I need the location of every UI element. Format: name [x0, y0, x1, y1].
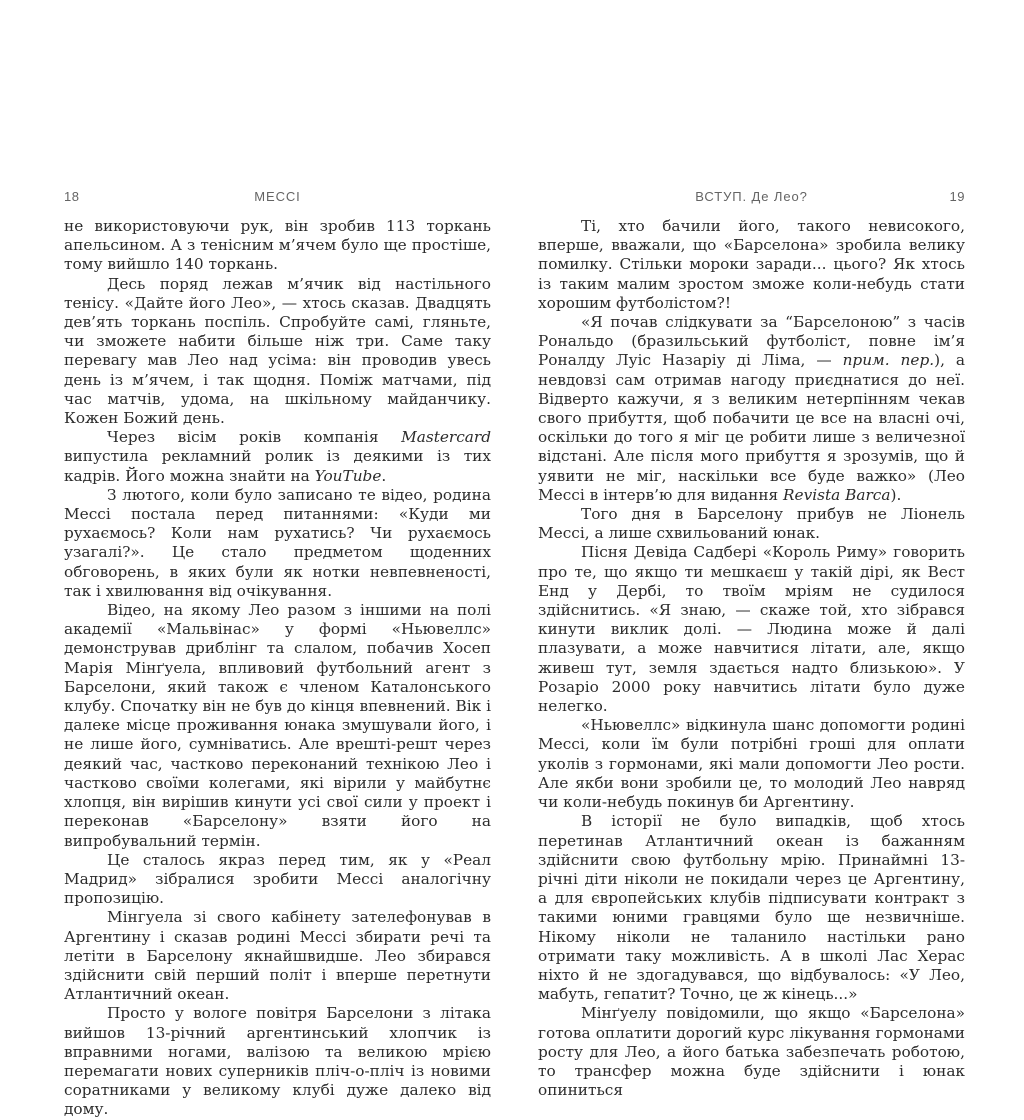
text-run: Десь поряд лежав м’ячик від настільного тенісу. «Дайте його Лео», — хтось сказав. Двадцять дев’ять торкань поспіль. Спробуйте самі, гляньте, чи зможете набити більше ніж три. Саме таку перевагу мав Лео над усіма: він проводив увесь день із м’ячем, і так щодня. Поміж матчами, під час матчів, удома, на шкільному майданчику. Кожен Божий день. [64, 274, 491, 428]
paragraph [538, 313, 965, 505]
page-left [64, 188, 491, 1120]
paragraph [64, 428, 491, 486]
running-title-right: ВСТУП. Де Лео? [695, 189, 808, 204]
text-run: прим. пер. [842, 351, 935, 370]
paragraph [538, 543, 965, 716]
paragraph [64, 908, 491, 1004]
text-run: ). [890, 485, 902, 504]
paragraph [538, 716, 965, 812]
paragraph [538, 812, 965, 1004]
page-number-right: 19 [949, 189, 965, 204]
paragraph [64, 486, 491, 601]
page-body-right [538, 217, 965, 1100]
text-run: Того дня в Барселону прибув не Ліонель Мессі, а лише схвильований юнак. [538, 505, 965, 543]
running-head-right [538, 188, 965, 205]
paragraph [64, 1004, 491, 1119]
paragraph [538, 1004, 965, 1100]
text-run: «Я почав слідкувати за “Барселоною” з часів Рональдо (бразильський футболіст, повне ім’я Роналду Луіс Назаріу ді Ліма, — [538, 313, 965, 370]
text-run: . [381, 466, 387, 485]
text-run: Revista Barca [783, 485, 891, 504]
running-title-left: МЕССІ [254, 189, 301, 204]
text-run: З лютого, коли було записано те відео, родина Мессі постала перед питаннями: «Куди ми рухаємось? Коли нам рухатись? Чи рухаємось узагалі?». Це стало предметом щоденних обговорень, в яких були як нотки невпевненості, так і хвилювання від очікування. [64, 485, 491, 600]
page-right [538, 188, 965, 1100]
text-run: Просто у вологе повітря Барселони з літака вийшов 13-річний аргентинський хлопчик із вправними ногами, валізою та великою мрією перемагати нових суперників пліч-о-пліч із новими соратниками у великому клубі дуже далеко від дому. [64, 1004, 491, 1119]
text-run: Mastercard [401, 428, 491, 447]
page-number-left: 18 [64, 189, 80, 204]
paragraph [64, 217, 491, 275]
paragraph [538, 505, 965, 543]
text-run: В історії не було випадків, щоб хтось перетинав Атлантичний океан із бажанням здійснити свою футбольну мрію. Принаймні 13-річні діти ніколи не покидали через це Аргентину, а для європейських клубів підписувати контракт з такими юними гравцями було ще незвичніше. Нікому ніколи не таланило настільки рано отримати таку можливість. А в школі Лас Херас ніхто й не здогадувався, що відбувалось: «У Лео, мабуть, гепатит? Точно, це ж кінець...» [538, 812, 965, 1004]
page-body-left [64, 217, 491, 1120]
text-run: Мінґуелу повідомили, що якщо «Барселона» готова оплатити дорогий курс лікування гормонами росту для Лео, а його батька забезпечать роботою, то трансфер можна буде здійснити і юнак опиниться [538, 1004, 965, 1100]
text-run: не використовуючи рук, він зробив 113 торкань апельсином. А з тенісним м’ячем було ще простіше, тому вийшло 140 торкань. [64, 217, 491, 274]
text-run: Ті, хто бачили його, такого невисокого, вперше, вважали, що «Барселона» зробила велику помилку. Стільки мороки заради... цього? Як хтось із таким малим зростом зможе коли-небудь стати хорошим футболістом?! [538, 217, 965, 312]
text-run: Пісня Девіда Садбері «Король Риму» говорить про те, що якщо ти мешкаєш у такій дірі, як Вест Енд у Дербі, то твоїм мріям не судилося здійснитись. «Я знаю, — скаже той, хто зібрався кинути виклик долі. — Людина може й далі плазувати, а може навчитися літати, але, якщо живеш тут, земля здається надто близькою». У Розаріо 2000 року навчитись літати було дуже нелегко. [538, 543, 965, 716]
paragraph [64, 601, 491, 851]
running-head-left [64, 188, 491, 205]
text-run: Відео, на якому Лео разом з іншими на полі академії «Мальвінас» у формі «Ньювеллс» демонстрував дриблінг та слалом, побачив Хосеп Марія Мінґуела, впливовий футбольний агент з Барселони, який також є членом Каталонського клубу. Спочатку він не був до кінця впевнений. Вік і далеке місце проживання юнака змушували його, і не лише його, сумніватись. Але врешті-решт через деякий час, частково переконаний технікою Лео і частково своїми колегами, які вірили у майбутнє хлопця, він вирішив кинути усі свої сили у проект і переконав «Барселону» взяти його на випробувальний термін. [64, 601, 491, 850]
paragraph [538, 217, 965, 313]
text-run: Через вісім років компанія [107, 428, 402, 447]
text-run: YouTube [314, 466, 382, 485]
text-run: ), а невдовзі сам отримав нагоду приєднатися до неї. Відверто кажучи, я з великим нетерпінням чекав свого прибуття, щоб побачити це все на власні очі, оскільки до того я міг це робити лише з величезної відстані. Але після мого прибуття я зрозумів, що й уявити не міг, наскільки все буде важко» (Лео Мессі в інтерв’ю для видання [538, 351, 965, 504]
paragraph [64, 851, 491, 909]
text-run: Мінгуела зі свого кабінету зателефонував в Аргентину і сказав родині Мессі збирати речі та летіти в Барселону якнайшвидше. Лео збирався здійснити свій перший політ і вперше перетнути Атлантичний океан. [64, 908, 491, 1004]
text-run: Це сталось якраз перед тим, як у «Реал Мадрид» зібралися зробити Мессі аналогічну пропозицію. [64, 850, 491, 908]
paragraph [64, 275, 491, 429]
text-run: «Ньювеллс» відкинула шанс допомогти родині Мессі, коли їм були потрібні гроші для оплати уколів з гормонами, які мали допомогти Лео рости. Але якби вони зробили це, то молодий Лео навряд чи коли-небудь покинув би Аргентину. [538, 716, 965, 812]
text-run: випустила рекламний ролик із деякими із тих кадрів. Його можна знайти на [64, 447, 491, 485]
